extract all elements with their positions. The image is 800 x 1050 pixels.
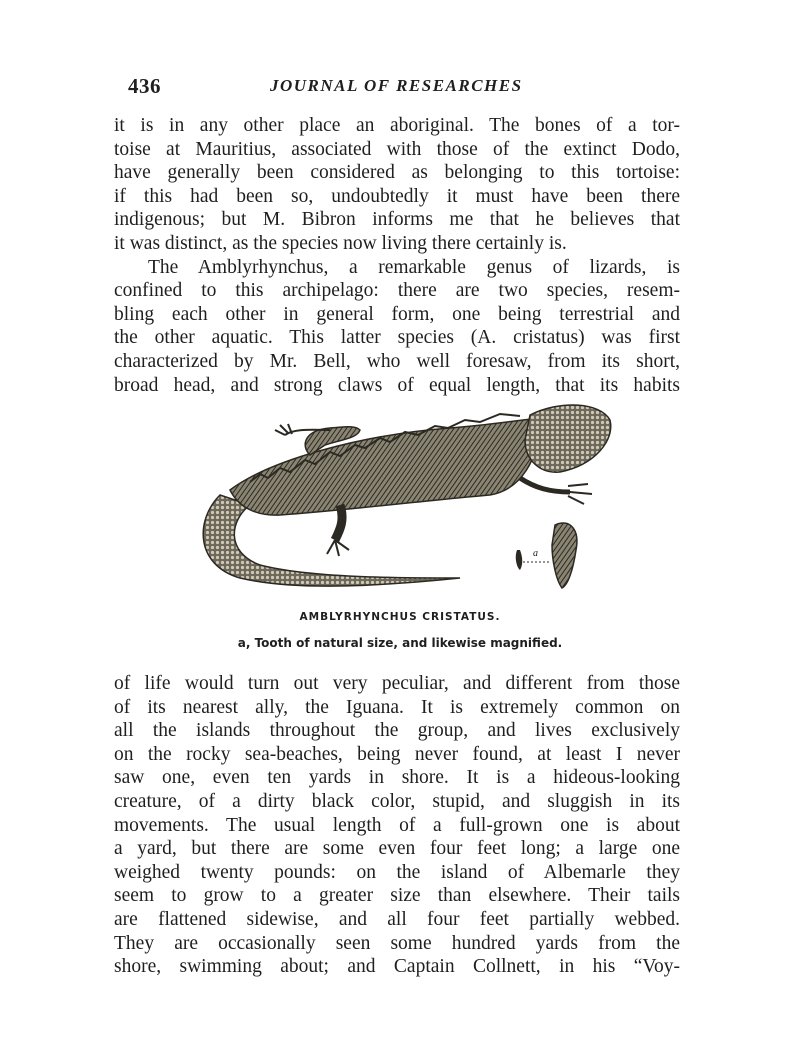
text-line: toise at Mauritius, associated with those of the extinct Dodo, [114, 138, 680, 160]
text-line: all the islands throughout the group, and lives exclusively [114, 720, 680, 742]
text-line: broad head, and strong claws of equal length, that its habits [114, 374, 680, 396]
figure-caption-title: AMBLYRHYNCHUS CRISTATUS. [299, 611, 501, 623]
text-line: bling each other in general form, one being terrestrial and [114, 303, 680, 325]
lizard-engraving [190, 400, 630, 600]
lizard-illustration [190, 400, 630, 600]
text-line: if this had been so, undoubtedly it must have been there [114, 185, 680, 207]
text-line: of life would turn out very peculiar, and different from those [114, 673, 680, 694]
text-line: weighed twenty pounds: on the island of Albemarle they [114, 861, 680, 883]
text-line: shore, swimming about; and Captain Collnett, in his “Voy- [114, 956, 680, 978]
text-line: on the rocky sea-beaches, being never found, at least I never [114, 743, 680, 765]
body-text-top [114, 114, 680, 397]
text-line: it is in any other place an aboriginal. The bones of a tor- [114, 115, 680, 136]
figure-caption-subtitle: a, Tooth of natural size, and likewise magnified. [237, 636, 563, 650]
page-number: 436 [128, 74, 161, 98]
text-line: it was distinct, as the species now living there certainly is. [114, 232, 567, 254]
text-line: a yard, but there are some even four feet long; a large one [114, 838, 680, 860]
text-line: the other aquatic. This latter species (A. cristatus) was first [114, 327, 680, 349]
text-line: seem to grow to a greater size than elsewhere. Their tails [114, 885, 680, 907]
text-line: characterized by Mr. Bell, who well foresaw, from its short, [114, 350, 680, 372]
text-line: have generally been considered as belonging to this tortoise: [114, 162, 680, 184]
running-head: JOURNAL OF RESEARCHES [270, 76, 523, 95]
body-text-bottom [114, 672, 680, 979]
text-line: confined to this archipelago: there are two species, resem- [114, 280, 680, 302]
text-line: creature, of a dirty black color, stupid, and sluggish in its [114, 790, 680, 812]
text-line: indigenous; but M. Bibron informs me that he believes that [114, 209, 680, 231]
text-line: The Amblyrhynchus, a remarkable genus of lizards, is [148, 256, 680, 278]
text-line: saw one, even ten yards in shore. It is a hideous-looking [114, 767, 680, 789]
tooth-label: a [533, 548, 538, 559]
text-line: of its nearest ally, the Iguana. It is extremely common on [114, 696, 680, 718]
text-line: are flattened sidewise, and all four feet partially webbed. [114, 908, 680, 930]
text-line: They are occasionally seen some hundred yards from the [114, 932, 680, 954]
text-line: movements. The usual length of a full-grown one is about [114, 814, 680, 836]
